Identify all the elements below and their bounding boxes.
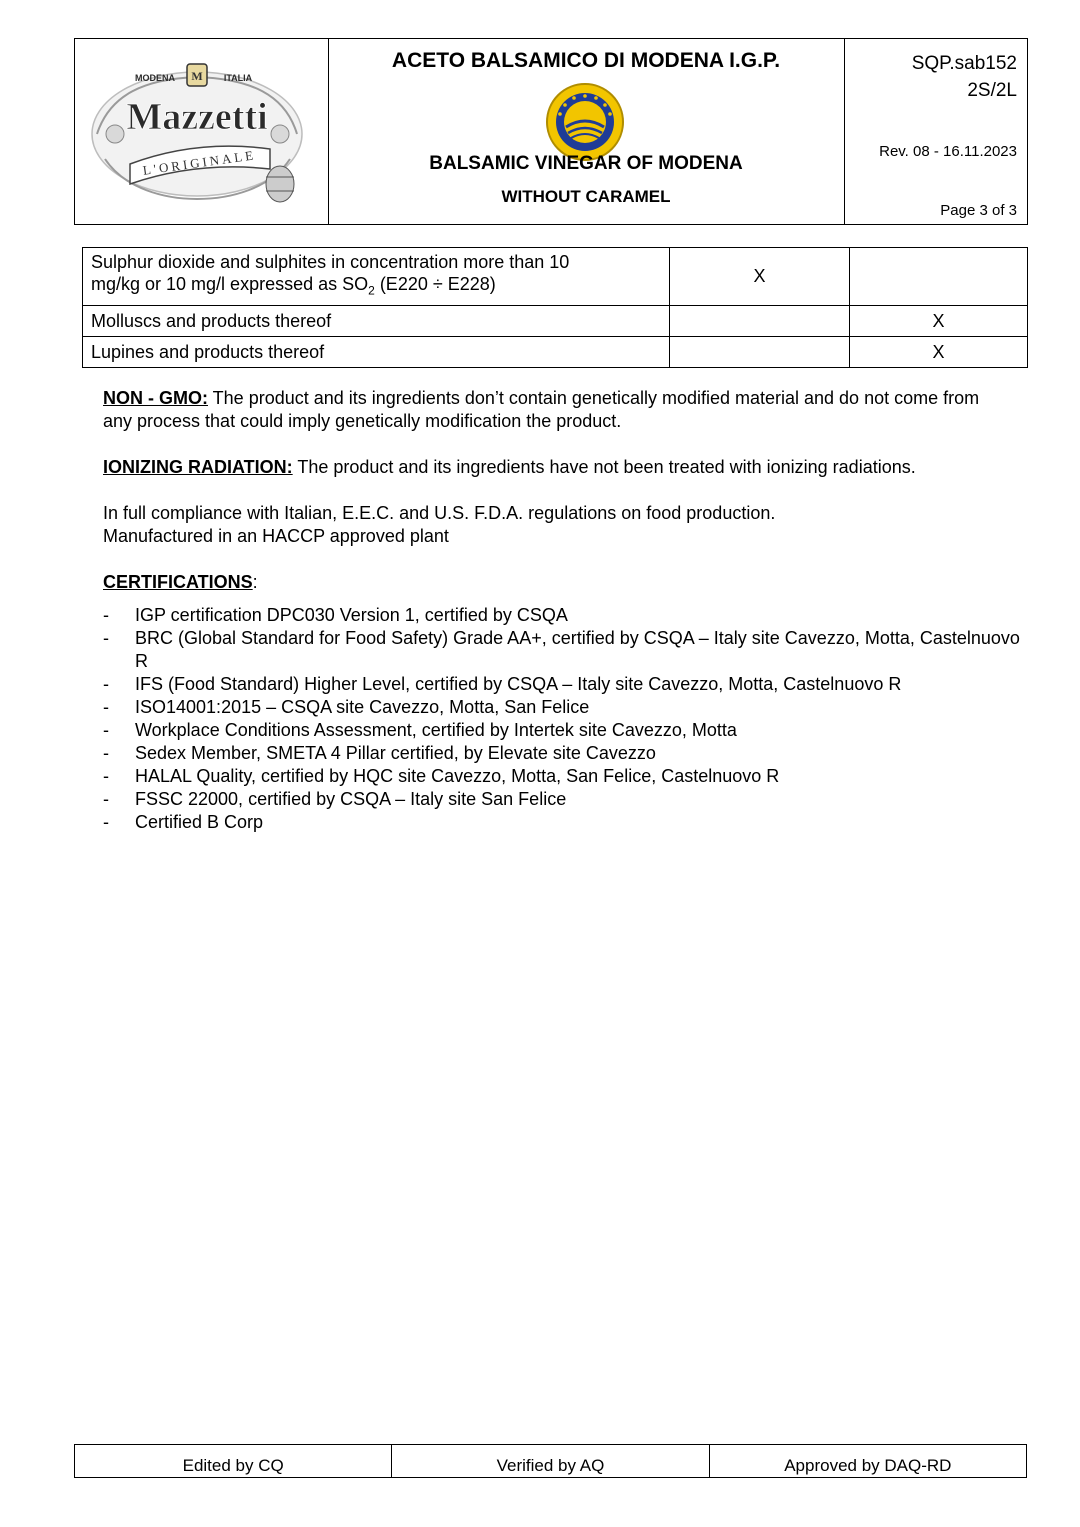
allergen-table (82, 247, 1028, 368)
list-item: - HALAL Quality, certified by HQC site Cavezzo, Motta, San Felice, Castelnuovo R (103, 766, 780, 786)
allergen-col2 (670, 305, 850, 336)
table-row (83, 305, 1028, 336)
approved-by: Approved by DAQ-RD (709, 1445, 1026, 1478)
list-item: - ISO14001:2015 – CSQA site Cavezzo, Motta, San Felice (103, 697, 590, 717)
mazzetti-logo (75, 39, 328, 224)
list-item: - IFS (Food Standard) Higher Level, certified by CSQA – Italy site Cavezzo, Motta, Castelnuovo R (103, 674, 902, 694)
ionizing-section (103, 456, 923, 479)
allergen-col3: X (850, 336, 1028, 367)
document-code: SQP.sab152 (911, 53, 1017, 74)
ionizing-text: The product and its ingredients have not been treated with ionizing radiations. (292, 457, 916, 477)
document-title: ACETO BALSAMICO DI MODENA I.G.P. (391, 49, 781, 72)
list-item: - Certified B Corp (103, 812, 264, 832)
document-subtitle-2: WITHOUT CARAMEL (501, 187, 671, 206)
logo-cell (75, 39, 329, 224)
table-row (75, 1445, 1027, 1478)
certifications-heading: CERTIFICATIONS: (103, 572, 258, 592)
allergen-col3 (850, 248, 1028, 306)
list-item: - BRC (Global Standard for Food Safety) Grade AA+, certified by CSQA – Italy site Cavezzo, Motta, Castelnuovo R (103, 628, 1020, 671)
verified-by: Verified by AQ (392, 1445, 709, 1478)
table-row (83, 336, 1028, 367)
page-number: Page 3 of 3 (940, 202, 1017, 219)
list-item: - IGP certification DPC030 Version 1, certified by CSQA (103, 605, 568, 625)
svg-text:M: M (191, 69, 203, 83)
list-item: - Workplace Conditions Assessment, certified by Intertek site Cavezzo, Motta (103, 720, 737, 740)
allergen-name: Molluscs and products thereof (83, 305, 670, 336)
certifications-list (103, 604, 1023, 834)
non-gmo-text: The product and its ingredients don’t contain genetically modified material and do not come from any process that could imply genetically modification the product. (103, 388, 980, 431)
doc-info-cell (844, 39, 1027, 224)
table-row (83, 248, 1028, 306)
revision-date: Rev. 08 - 16.11.2023 (879, 143, 1017, 160)
non-gmo-label: NON - GMO: (103, 388, 208, 408)
edited-by: Edited by CQ (75, 1445, 392, 1478)
logo-modena-text: MODENA (135, 73, 175, 83)
logo-tagline-text: L'ORIGINALE (141, 147, 257, 178)
document-format: 2S/2L (967, 80, 1017, 101)
logo-brand-text: Mazzetti (126, 96, 268, 138)
compliance-text: In full compliance with Italian, E.E.C. and U.S. F.D.A. regulations on food production. (103, 503, 776, 523)
non-gmo-section (103, 387, 1003, 433)
haccp-text: Manufactured in an HACCP approved plant (103, 526, 449, 546)
ionizing-label: IONIZING RADIATION: (103, 457, 293, 477)
allergen-name: Sulphur dioxide and sulphites in concentration more than 10 mg/kg or 10 mg/l expressed as $SO_2$ (E220 ÷ E228) (83, 248, 670, 306)
allergen-col2: X (670, 248, 850, 306)
list-item: - FSSC 22000, certified by CSQA – Italy site San Felice (103, 789, 567, 809)
title-cell (328, 39, 845, 224)
logo-italia-text: ITALIA (223, 73, 253, 83)
list-item: - Sedex Member, SMETA 4 Pillar certified, by Elevate site Cavezzo (103, 743, 656, 763)
igp-seal-icon (544, 81, 626, 163)
allergen-col2 (670, 336, 850, 367)
document-subtitle: BALSAMIC VINEGAR OF MODENA (429, 153, 743, 174)
allergen-name: Lupines and products thereof (83, 336, 670, 367)
document-header (74, 38, 1028, 225)
signature-footer (74, 1444, 1027, 1478)
allergen-col3: X (850, 305, 1028, 336)
